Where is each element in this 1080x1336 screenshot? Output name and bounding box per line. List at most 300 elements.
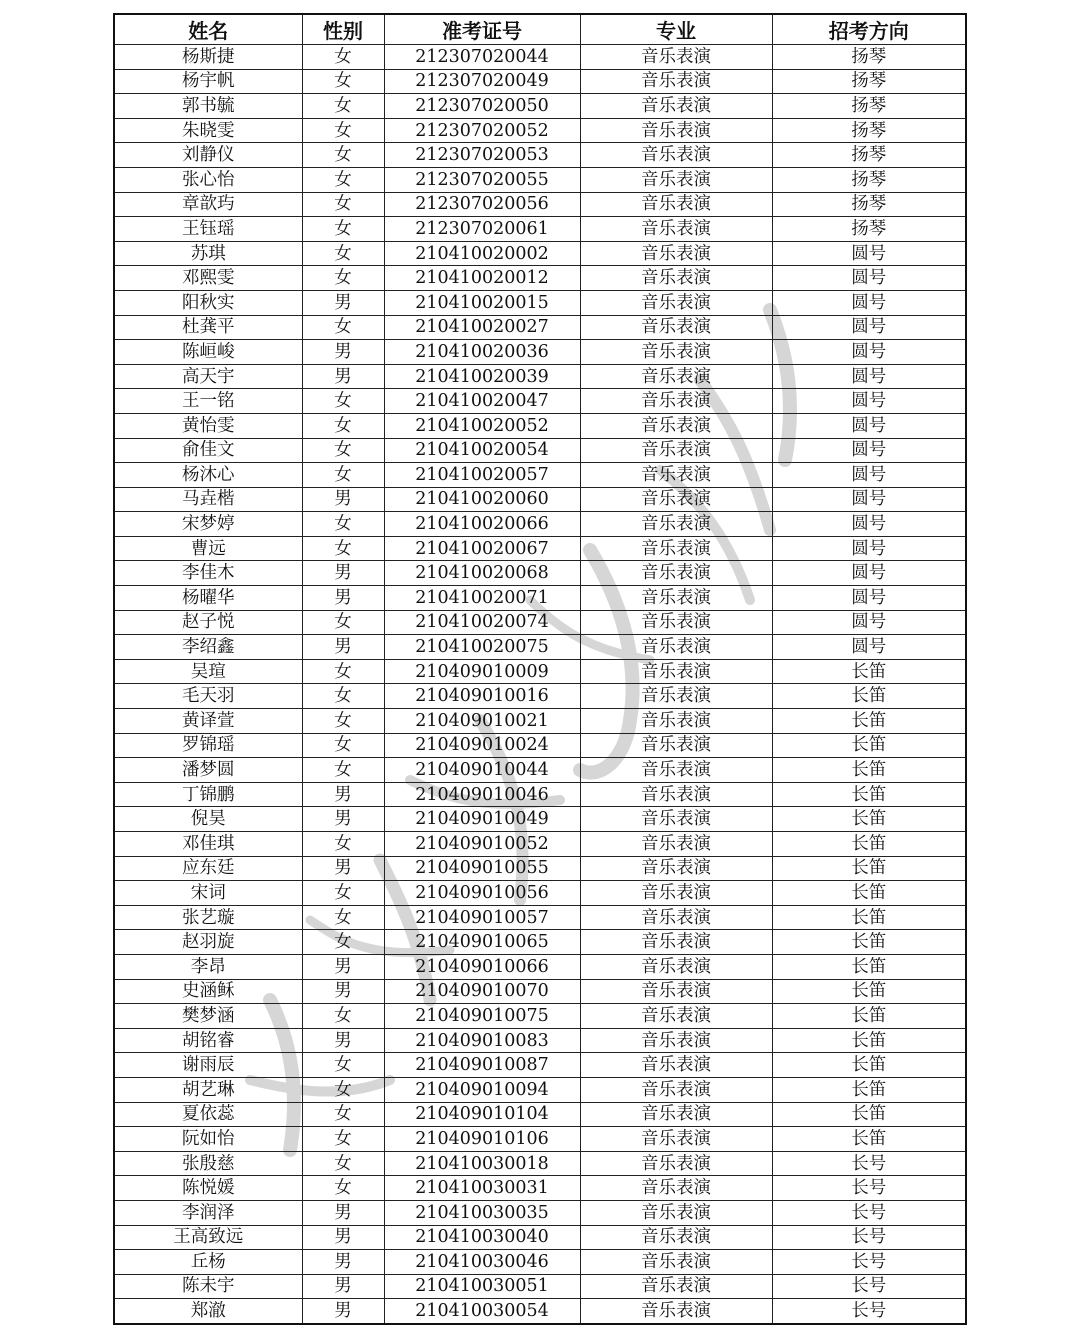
cell-name: 宋词 bbox=[114, 881, 302, 906]
cell-major: 音乐表演 bbox=[580, 1028, 772, 1053]
cell-exam-id: 210409010024 bbox=[384, 733, 580, 758]
cell-name: 应东廷 bbox=[114, 856, 302, 881]
cell-name: 谢雨辰 bbox=[114, 1053, 302, 1078]
table-row bbox=[114, 463, 966, 488]
cell-direction: 圆号 bbox=[772, 364, 966, 389]
cell-major: 音乐表演 bbox=[580, 1004, 772, 1029]
cell-direction: 长号 bbox=[772, 1200, 966, 1225]
table-row bbox=[114, 315, 966, 340]
cell-gender: 女 bbox=[302, 94, 384, 119]
cell-gender: 男 bbox=[302, 1250, 384, 1275]
cell-direction: 圆号 bbox=[772, 315, 966, 340]
admission-list-table bbox=[113, 13, 967, 1325]
cell-name: 黄译萱 bbox=[114, 709, 302, 734]
table-row bbox=[114, 1250, 966, 1275]
column-header-gender: 性别 bbox=[302, 14, 384, 45]
cell-exam-id: 210410020002 bbox=[384, 241, 580, 266]
cell-major: 音乐表演 bbox=[580, 610, 772, 635]
table-row bbox=[114, 856, 966, 881]
cell-exam-id: 210409010070 bbox=[384, 979, 580, 1004]
cell-gender: 女 bbox=[302, 389, 384, 414]
cell-major: 音乐表演 bbox=[580, 463, 772, 488]
cell-gender: 女 bbox=[302, 266, 384, 291]
cell-name: 王高致远 bbox=[114, 1225, 302, 1250]
table-row bbox=[114, 340, 966, 365]
cell-major: 音乐表演 bbox=[580, 807, 772, 832]
cell-major: 音乐表演 bbox=[580, 856, 772, 881]
cell-gender: 女 bbox=[302, 167, 384, 192]
cell-gender: 女 bbox=[302, 758, 384, 783]
cell-major: 音乐表演 bbox=[580, 758, 772, 783]
cell-name: 陈峘峻 bbox=[114, 340, 302, 365]
cell-direction: 圆号 bbox=[772, 241, 966, 266]
table-row bbox=[114, 45, 966, 70]
table-row bbox=[114, 807, 966, 832]
cell-direction: 扬琴 bbox=[772, 217, 966, 242]
cell-exam-id: 210409010016 bbox=[384, 684, 580, 709]
cell-major: 音乐表演 bbox=[580, 1274, 772, 1299]
cell-gender: 女 bbox=[302, 1004, 384, 1029]
cell-gender: 女 bbox=[302, 69, 384, 94]
cell-name: 张心怡 bbox=[114, 167, 302, 192]
cell-major: 音乐表演 bbox=[580, 69, 772, 94]
cell-gender: 男 bbox=[302, 561, 384, 586]
cell-direction: 长笛 bbox=[772, 709, 966, 734]
table-row bbox=[114, 1151, 966, 1176]
cell-major: 音乐表演 bbox=[580, 315, 772, 340]
cell-gender: 女 bbox=[302, 733, 384, 758]
cell-major: 音乐表演 bbox=[580, 1151, 772, 1176]
cell-major: 音乐表演 bbox=[580, 45, 772, 70]
cell-exam-id: 210409010009 bbox=[384, 659, 580, 684]
cell-gender: 女 bbox=[302, 536, 384, 561]
cell-direction: 长笛 bbox=[772, 905, 966, 930]
cell-gender: 男 bbox=[302, 954, 384, 979]
cell-major: 音乐表演 bbox=[580, 241, 772, 266]
cell-direction: 圆号 bbox=[772, 512, 966, 537]
cell-direction: 圆号 bbox=[772, 413, 966, 438]
cell-exam-id: 210410030054 bbox=[384, 1299, 580, 1324]
cell-gender: 女 bbox=[302, 684, 384, 709]
cell-exam-id: 210410020052 bbox=[384, 413, 580, 438]
cell-exam-id: 210410030035 bbox=[384, 1200, 580, 1225]
cell-direction: 圆号 bbox=[772, 340, 966, 365]
cell-gender: 女 bbox=[302, 905, 384, 930]
cell-major: 音乐表演 bbox=[580, 1225, 772, 1250]
table-row bbox=[114, 364, 966, 389]
cell-name: 黄怡雯 bbox=[114, 413, 302, 438]
cell-major: 音乐表演 bbox=[580, 881, 772, 906]
table-row bbox=[114, 709, 966, 734]
table-row bbox=[114, 1077, 966, 1102]
cell-name: 李佳木 bbox=[114, 561, 302, 586]
cell-exam-id: 210410020057 bbox=[384, 463, 580, 488]
cell-gender: 女 bbox=[302, 832, 384, 857]
cell-direction: 长号 bbox=[772, 1299, 966, 1324]
table-header-row bbox=[114, 14, 966, 45]
table-row bbox=[114, 1225, 966, 1250]
cell-gender: 男 bbox=[302, 1225, 384, 1250]
table-row bbox=[114, 1274, 966, 1299]
cell-gender: 男 bbox=[302, 1200, 384, 1225]
cell-name: 杜龚平 bbox=[114, 315, 302, 340]
cell-major: 音乐表演 bbox=[580, 1250, 772, 1275]
cell-direction: 长笛 bbox=[772, 856, 966, 881]
cell-direction: 圆号 bbox=[772, 536, 966, 561]
cell-direction: 扬琴 bbox=[772, 143, 966, 168]
cell-exam-id: 210410020075 bbox=[384, 635, 580, 660]
cell-major: 音乐表演 bbox=[580, 536, 772, 561]
cell-major: 音乐表演 bbox=[580, 217, 772, 242]
cell-direction: 长笛 bbox=[772, 832, 966, 857]
cell-gender: 女 bbox=[302, 438, 384, 463]
cell-direction: 长笛 bbox=[772, 1004, 966, 1029]
cell-major: 音乐表演 bbox=[580, 1176, 772, 1201]
table-row bbox=[114, 684, 966, 709]
column-header-name: 姓名 bbox=[114, 14, 302, 45]
cell-direction: 圆号 bbox=[772, 463, 966, 488]
cell-exam-id: 210410020074 bbox=[384, 610, 580, 635]
cell-exam-id: 210409010066 bbox=[384, 954, 580, 979]
cell-direction: 长号 bbox=[772, 1151, 966, 1176]
cell-name: 赵子悦 bbox=[114, 610, 302, 635]
cell-direction: 长笛 bbox=[772, 930, 966, 955]
cell-direction: 长笛 bbox=[772, 684, 966, 709]
cell-direction: 圆号 bbox=[772, 290, 966, 315]
table-row bbox=[114, 1102, 966, 1127]
cell-exam-id: 212307020056 bbox=[384, 192, 580, 217]
cell-major: 音乐表演 bbox=[580, 118, 772, 143]
table-row bbox=[114, 389, 966, 414]
cell-name: 毛天羽 bbox=[114, 684, 302, 709]
column-header-exam-id: 准考证号 bbox=[384, 14, 580, 45]
cell-name: 马垚楷 bbox=[114, 487, 302, 512]
cell-major: 音乐表演 bbox=[580, 832, 772, 857]
table-row bbox=[114, 536, 966, 561]
cell-major: 音乐表演 bbox=[580, 512, 772, 537]
cell-exam-id: 210410020071 bbox=[384, 586, 580, 611]
cell-direction: 扬琴 bbox=[772, 69, 966, 94]
cell-exam-id: 210409010094 bbox=[384, 1077, 580, 1102]
cell-major: 音乐表演 bbox=[580, 684, 772, 709]
table-row bbox=[114, 290, 966, 315]
cell-direction: 长笛 bbox=[772, 881, 966, 906]
cell-gender: 女 bbox=[302, 512, 384, 537]
cell-name: 丘杨 bbox=[114, 1250, 302, 1275]
cell-gender: 女 bbox=[302, 45, 384, 70]
cell-exam-id: 210410020036 bbox=[384, 340, 580, 365]
cell-major: 音乐表演 bbox=[580, 1127, 772, 1152]
cell-exam-id: 210409010052 bbox=[384, 832, 580, 857]
cell-major: 音乐表演 bbox=[580, 364, 772, 389]
cell-name: 罗锦瑶 bbox=[114, 733, 302, 758]
cell-name: 陈悦媛 bbox=[114, 1176, 302, 1201]
table-row bbox=[114, 241, 966, 266]
cell-name: 李绍鑫 bbox=[114, 635, 302, 660]
cell-major: 音乐表演 bbox=[580, 389, 772, 414]
cell-name: 李润泽 bbox=[114, 1200, 302, 1225]
cell-gender: 女 bbox=[302, 217, 384, 242]
table-row bbox=[114, 266, 966, 291]
cell-major: 音乐表演 bbox=[580, 192, 772, 217]
cell-direction: 长笛 bbox=[772, 979, 966, 1004]
cell-direction: 扬琴 bbox=[772, 45, 966, 70]
cell-exam-id: 210410020067 bbox=[384, 536, 580, 561]
cell-name: 章歆玙 bbox=[114, 192, 302, 217]
cell-name: 王钰瑶 bbox=[114, 217, 302, 242]
cell-major: 音乐表演 bbox=[580, 561, 772, 586]
cell-gender: 男 bbox=[302, 1028, 384, 1053]
cell-exam-id: 210409010049 bbox=[384, 807, 580, 832]
table-row bbox=[114, 192, 966, 217]
cell-direction: 扬琴 bbox=[772, 192, 966, 217]
cell-name: 曹远 bbox=[114, 536, 302, 561]
cell-direction: 圆号 bbox=[772, 561, 966, 586]
table-row bbox=[114, 1127, 966, 1152]
cell-gender: 女 bbox=[302, 1053, 384, 1078]
table-row bbox=[114, 659, 966, 684]
cell-name: 李昂 bbox=[114, 954, 302, 979]
table-row bbox=[114, 438, 966, 463]
cell-major: 音乐表演 bbox=[580, 782, 772, 807]
table-row bbox=[114, 586, 966, 611]
table-row bbox=[114, 487, 966, 512]
cell-name: 邓佳琪 bbox=[114, 832, 302, 857]
cell-major: 音乐表演 bbox=[580, 94, 772, 119]
cell-gender: 女 bbox=[302, 1151, 384, 1176]
table-row bbox=[114, 512, 966, 537]
cell-major: 音乐表演 bbox=[580, 733, 772, 758]
table-row bbox=[114, 733, 966, 758]
cell-exam-id: 212307020061 bbox=[384, 217, 580, 242]
cell-exam-id: 210410020054 bbox=[384, 438, 580, 463]
cell-name: 吴瑄 bbox=[114, 659, 302, 684]
cell-exam-id: 212307020053 bbox=[384, 143, 580, 168]
cell-exam-id: 210410020066 bbox=[384, 512, 580, 537]
cell-gender: 男 bbox=[302, 856, 384, 881]
cell-major: 音乐表演 bbox=[580, 1077, 772, 1102]
cell-direction: 圆号 bbox=[772, 389, 966, 414]
cell-major: 音乐表演 bbox=[580, 167, 772, 192]
cell-gender: 女 bbox=[302, 463, 384, 488]
cell-exam-id: 212307020049 bbox=[384, 69, 580, 94]
cell-direction: 长号 bbox=[772, 1225, 966, 1250]
cell-exam-id: 210410020015 bbox=[384, 290, 580, 315]
cell-major: 音乐表演 bbox=[580, 438, 772, 463]
cell-gender: 男 bbox=[302, 782, 384, 807]
column-header-major: 专业 bbox=[580, 14, 772, 45]
table-row bbox=[114, 1200, 966, 1225]
cell-major: 音乐表演 bbox=[580, 635, 772, 660]
cell-direction: 圆号 bbox=[772, 438, 966, 463]
column-header-direction: 招考方向 bbox=[772, 14, 966, 45]
cell-direction: 长笛 bbox=[772, 954, 966, 979]
cell-name: 高天宇 bbox=[114, 364, 302, 389]
cell-direction: 圆号 bbox=[772, 635, 966, 660]
cell-major: 音乐表演 bbox=[580, 930, 772, 955]
cell-direction: 扬琴 bbox=[772, 167, 966, 192]
cell-gender: 男 bbox=[302, 635, 384, 660]
cell-exam-id: 210410020060 bbox=[384, 487, 580, 512]
cell-exam-id: 210410020047 bbox=[384, 389, 580, 414]
cell-exam-id: 210410030040 bbox=[384, 1225, 580, 1250]
cell-direction: 圆号 bbox=[772, 610, 966, 635]
cell-name: 张殷慈 bbox=[114, 1151, 302, 1176]
table-row bbox=[114, 69, 966, 94]
cell-name: 邓熙雯 bbox=[114, 266, 302, 291]
cell-name: 张艺璇 bbox=[114, 905, 302, 930]
cell-name: 王一铭 bbox=[114, 389, 302, 414]
cell-gender: 女 bbox=[302, 413, 384, 438]
cell-gender: 女 bbox=[302, 930, 384, 955]
cell-direction: 长笛 bbox=[772, 1127, 966, 1152]
cell-exam-id: 210410020039 bbox=[384, 364, 580, 389]
cell-name: 夏依蕊 bbox=[114, 1102, 302, 1127]
table-row bbox=[114, 1176, 966, 1201]
cell-name: 俞佳文 bbox=[114, 438, 302, 463]
cell-exam-id: 210410030018 bbox=[384, 1151, 580, 1176]
cell-direction: 扬琴 bbox=[772, 118, 966, 143]
cell-direction: 长笛 bbox=[772, 1102, 966, 1127]
cell-direction: 圆号 bbox=[772, 266, 966, 291]
cell-name: 胡铭睿 bbox=[114, 1028, 302, 1053]
cell-direction: 长笛 bbox=[772, 782, 966, 807]
cell-major: 音乐表演 bbox=[580, 413, 772, 438]
cell-gender: 女 bbox=[302, 659, 384, 684]
table-row bbox=[114, 217, 966, 242]
cell-major: 音乐表演 bbox=[580, 1299, 772, 1324]
cell-exam-id: 212307020052 bbox=[384, 118, 580, 143]
cell-direction: 长笛 bbox=[772, 1028, 966, 1053]
cell-exam-id: 210409010083 bbox=[384, 1028, 580, 1053]
cell-direction: 长号 bbox=[772, 1250, 966, 1275]
cell-name: 杨宇帆 bbox=[114, 69, 302, 94]
cell-gender: 男 bbox=[302, 586, 384, 611]
cell-name: 樊梦涵 bbox=[114, 1004, 302, 1029]
cell-gender: 女 bbox=[302, 143, 384, 168]
cell-gender: 女 bbox=[302, 610, 384, 635]
cell-gender: 男 bbox=[302, 364, 384, 389]
cell-exam-id: 212307020044 bbox=[384, 45, 580, 70]
cell-direction: 长笛 bbox=[772, 1053, 966, 1078]
table-row bbox=[114, 979, 966, 1004]
cell-gender: 男 bbox=[302, 290, 384, 315]
cell-direction: 长笛 bbox=[772, 659, 966, 684]
cell-gender: 男 bbox=[302, 807, 384, 832]
cell-exam-id: 210409010044 bbox=[384, 758, 580, 783]
cell-name: 陈未宇 bbox=[114, 1274, 302, 1299]
cell-name: 宋梦婷 bbox=[114, 512, 302, 537]
table-row bbox=[114, 413, 966, 438]
cell-gender: 女 bbox=[302, 192, 384, 217]
cell-direction: 圆号 bbox=[772, 487, 966, 512]
table-row bbox=[114, 758, 966, 783]
cell-gender: 男 bbox=[302, 1299, 384, 1324]
cell-exam-id: 210409010106 bbox=[384, 1127, 580, 1152]
table-row bbox=[114, 1053, 966, 1078]
cell-name: 杨沐心 bbox=[114, 463, 302, 488]
cell-name: 史涵稣 bbox=[114, 979, 302, 1004]
cell-name: 潘梦圆 bbox=[114, 758, 302, 783]
table-row bbox=[114, 905, 966, 930]
table-row bbox=[114, 143, 966, 168]
table-row bbox=[114, 635, 966, 660]
cell-exam-id: 210409010046 bbox=[384, 782, 580, 807]
cell-name: 朱晓雯 bbox=[114, 118, 302, 143]
cell-name: 刘静仪 bbox=[114, 143, 302, 168]
cell-major: 音乐表演 bbox=[580, 143, 772, 168]
cell-gender: 女 bbox=[302, 1176, 384, 1201]
cell-exam-id: 212307020055 bbox=[384, 167, 580, 192]
cell-name: 阳秋实 bbox=[114, 290, 302, 315]
cell-name: 阮如怡 bbox=[114, 1127, 302, 1152]
cell-name: 倪昊 bbox=[114, 807, 302, 832]
cell-exam-id: 210410020012 bbox=[384, 266, 580, 291]
cell-exam-id: 210409010087 bbox=[384, 1053, 580, 1078]
cell-major: 音乐表演 bbox=[580, 954, 772, 979]
cell-direction: 扬琴 bbox=[772, 94, 966, 119]
cell-major: 音乐表演 bbox=[580, 290, 772, 315]
cell-direction: 长笛 bbox=[772, 807, 966, 832]
table-row bbox=[114, 118, 966, 143]
cell-gender: 女 bbox=[302, 709, 384, 734]
cell-gender: 女 bbox=[302, 241, 384, 266]
cell-exam-id: 210410020068 bbox=[384, 561, 580, 586]
table-row bbox=[114, 1028, 966, 1053]
table-row bbox=[114, 94, 966, 119]
cell-major: 音乐表演 bbox=[580, 709, 772, 734]
cell-exam-id: 210409010065 bbox=[384, 930, 580, 955]
cell-direction: 长笛 bbox=[772, 733, 966, 758]
cell-name: 杨斯捷 bbox=[114, 45, 302, 70]
cell-exam-id: 210410030046 bbox=[384, 1250, 580, 1275]
cell-major: 音乐表演 bbox=[580, 659, 772, 684]
cell-gender: 男 bbox=[302, 1274, 384, 1299]
table-row bbox=[114, 881, 966, 906]
cell-exam-id: 210409010021 bbox=[384, 709, 580, 734]
cell-direction: 圆号 bbox=[772, 586, 966, 611]
cell-exam-id: 210409010056 bbox=[384, 881, 580, 906]
table-row bbox=[114, 954, 966, 979]
cell-name: 赵羽旋 bbox=[114, 930, 302, 955]
table-row bbox=[114, 832, 966, 857]
cell-gender: 女 bbox=[302, 315, 384, 340]
cell-gender: 女 bbox=[302, 881, 384, 906]
cell-exam-id: 210410030031 bbox=[384, 1176, 580, 1201]
table-row bbox=[114, 561, 966, 586]
cell-exam-id: 210410030051 bbox=[384, 1274, 580, 1299]
cell-exam-id: 210409010055 bbox=[384, 856, 580, 881]
table-row bbox=[114, 1004, 966, 1029]
cell-name: 杨曜华 bbox=[114, 586, 302, 611]
cell-direction: 长号 bbox=[772, 1176, 966, 1201]
cell-major: 音乐表演 bbox=[580, 340, 772, 365]
cell-gender: 男 bbox=[302, 487, 384, 512]
cell-name: 郭书毓 bbox=[114, 94, 302, 119]
cell-direction: 长笛 bbox=[772, 1077, 966, 1102]
table-row bbox=[114, 610, 966, 635]
cell-name: 丁锦鹏 bbox=[114, 782, 302, 807]
table-row bbox=[114, 1299, 966, 1324]
cell-gender: 女 bbox=[302, 1102, 384, 1127]
cell-major: 音乐表演 bbox=[580, 905, 772, 930]
cell-major: 音乐表演 bbox=[580, 1053, 772, 1078]
cell-exam-id: 210410020027 bbox=[384, 315, 580, 340]
cell-gender: 男 bbox=[302, 340, 384, 365]
cell-exam-id: 210409010057 bbox=[384, 905, 580, 930]
cell-exam-id: 210409010075 bbox=[384, 1004, 580, 1029]
cell-major: 音乐表演 bbox=[580, 979, 772, 1004]
